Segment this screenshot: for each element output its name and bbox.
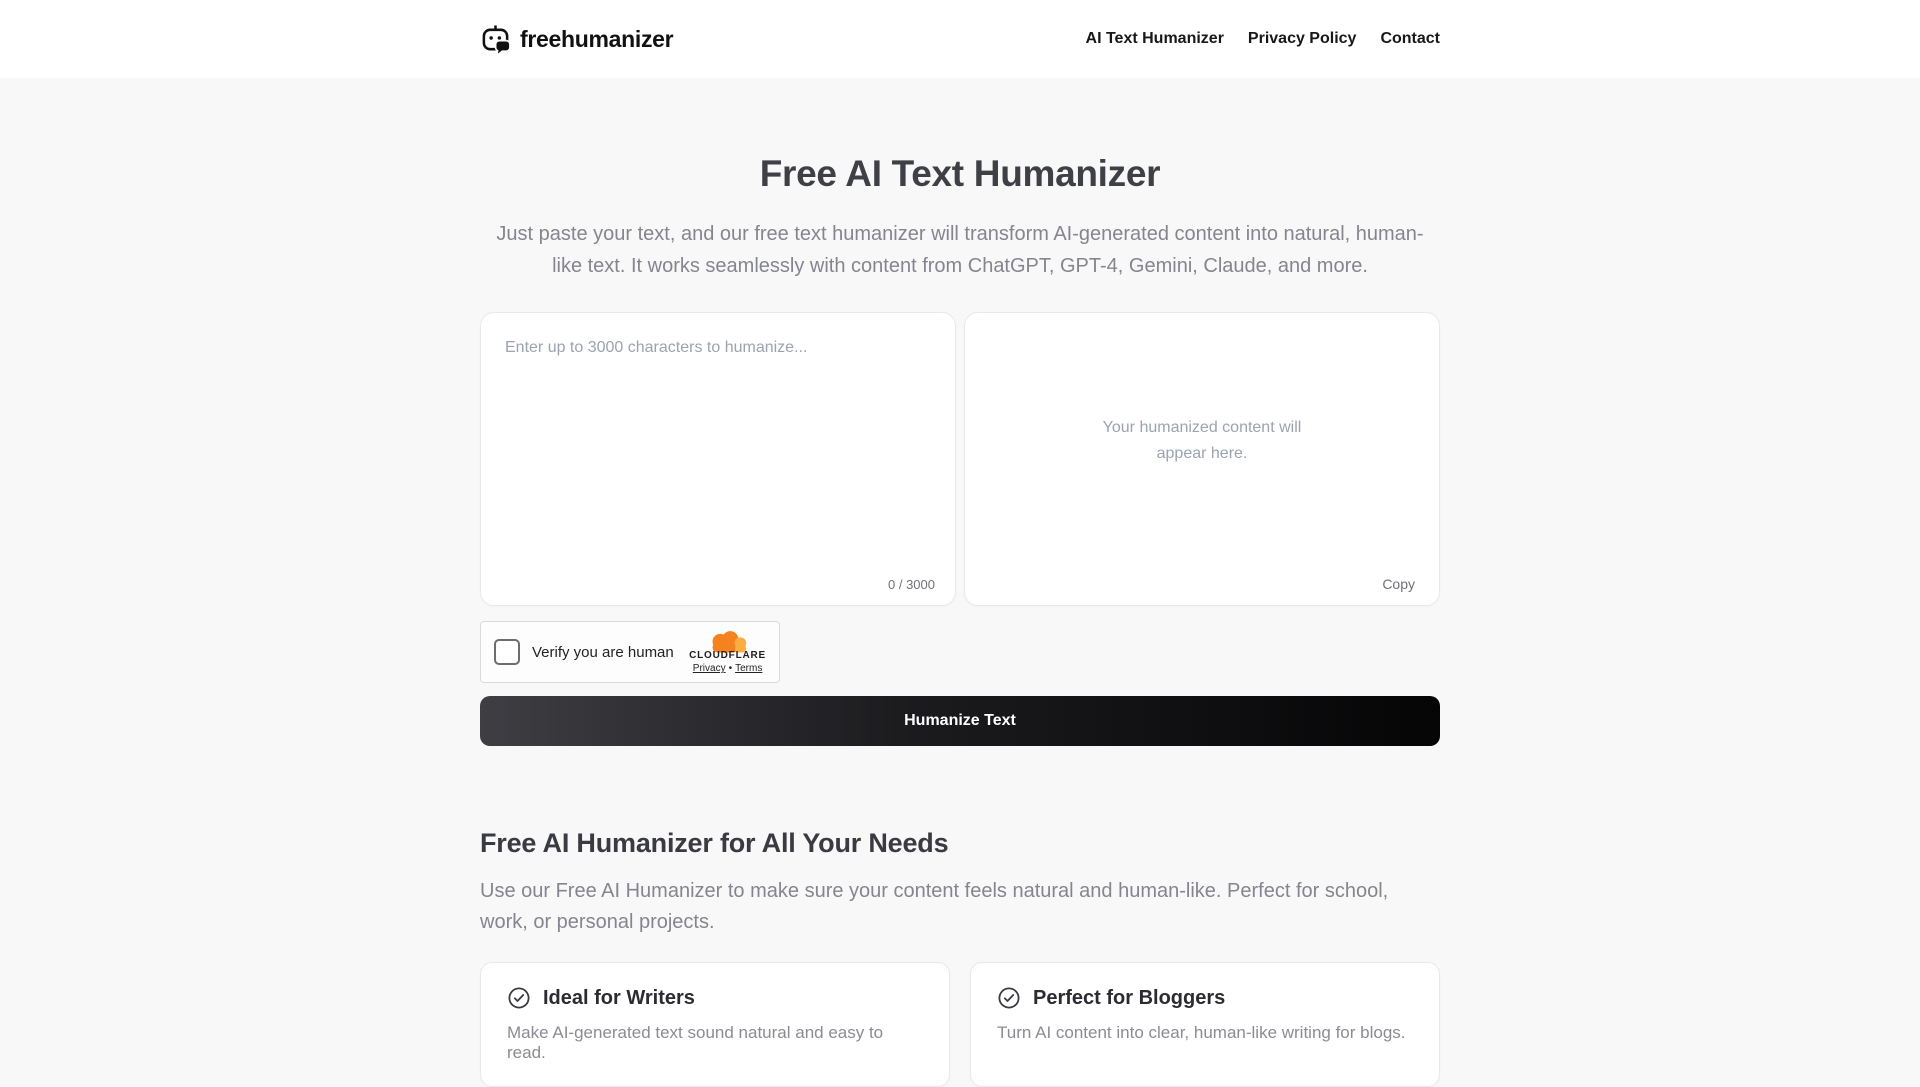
feature-card-title: Ideal for Writers: [543, 986, 695, 1009]
cloudflare-links: [693, 664, 763, 674]
site-header: [0, 0, 1920, 78]
dot-separator: •: [728, 663, 733, 674]
check-circle-icon: [507, 986, 531, 1010]
cloudflare-privacy-link[interactable]: Privacy: [692, 663, 726, 674]
feature-card-description: Make AI-generated text sound natural and easy to read.: [507, 1023, 884, 1062]
main-nav: [1086, 30, 1440, 48]
char-counter: 0 / 3000: [888, 577, 935, 592]
cloudflare-wordmark: CLOUDFLARE: [689, 650, 766, 661]
copy-button[interactable]: Copy: [1378, 574, 1419, 594]
features-description: Use our Free AI Humanizer to make sure your content feels natural and human-like. Perfect for school, work, or personal projects.: [480, 880, 1389, 933]
main-content: [480, 78, 1440, 1087]
brand-logo[interactable]: [480, 24, 673, 55]
cloudflare-terms-link[interactable]: Terms: [735, 663, 763, 674]
input-panel: [480, 312, 956, 606]
humanizer-panels: [480, 312, 1440, 606]
nav-link-ai-text-humanizer[interactable]: AI Text Humanizer: [1085, 30, 1224, 47]
feature-card-bloggers: [970, 962, 1440, 1087]
verify-human-checkbox[interactable]: [494, 639, 520, 665]
text-input[interactable]: [481, 313, 955, 605]
nav-link-contact[interactable]: Contact: [1380, 30, 1440, 47]
hero-section: [480, 78, 1440, 282]
feature-cards: [480, 962, 1440, 1087]
output-placeholder-text: Your humanized content will appear here.: [1102, 419, 1302, 462]
feature-card-writers: [480, 962, 950, 1087]
page-subtitle: Just paste your text, and our free text humanizer will transform AI-generated content into natural, human-like text. It works seamlessly with content from ChatGPT, GPT-4, Gemini, Claude, and more.: [496, 223, 1424, 277]
humanize-text-button[interactable]: Humanize Text: [480, 696, 1440, 746]
feature-card-description: Turn AI content into clear, human-like writing for blogs.: [997, 1023, 1406, 1042]
check-circle-icon: [997, 986, 1021, 1010]
output-panel: [964, 312, 1440, 606]
features-heading: Free AI Humanizer for All Your Needs: [480, 828, 949, 858]
cloudflare-turnstile-widget: [480, 621, 780, 683]
verify-human-label: Verify you are human: [532, 643, 674, 661]
cloudflare-brand: [689, 630, 766, 674]
robot-logo-icon: [480, 24, 511, 55]
brand-name: freehumanizer: [520, 25, 674, 52]
feature-card-title: Perfect for Bloggers: [1033, 986, 1226, 1009]
nav-link-privacy-policy[interactable]: Privacy Policy: [1247, 30, 1357, 47]
features-section: [480, 826, 1440, 1087]
page-title: Free AI Text Humanizer: [759, 153, 1161, 194]
